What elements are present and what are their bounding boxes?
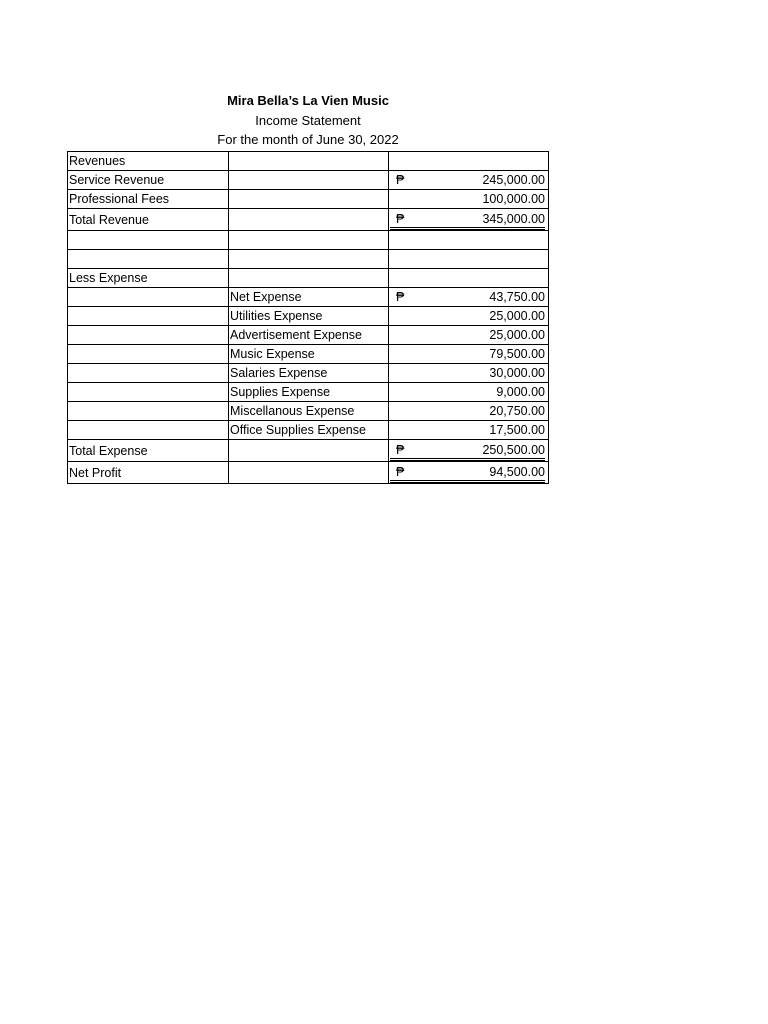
expense-label[interactable]: Utilities Expense [229,307,389,326]
expense-label[interactable]: Music Expense [229,345,389,364]
cell-empty[interactable] [68,326,229,345]
table-row [68,231,549,250]
expense-amount[interactable]: 79,500.00 [389,345,549,364]
table-row [68,402,549,421]
revenues-label[interactable]: Revenues [68,152,229,171]
cell-empty[interactable] [68,288,229,307]
expense-label[interactable]: Supplies Expense [229,383,389,402]
table-row [68,269,549,288]
company-name: Mira Bella’s La Vien Music [227,93,389,108]
total-revenue-amount: 345,000.00 [482,212,545,226]
cell-empty[interactable] [229,152,389,171]
peso-sign: ₱ [396,212,405,226]
total-revenue-amount-cell[interactable] [389,209,549,231]
cell-empty[interactable] [229,462,389,484]
cell-empty[interactable] [229,190,389,209]
service-revenue-amount: 245,000.00 [482,173,545,187]
expense-amount[interactable]: 30,000.00 [389,364,549,383]
service-revenue-label[interactable]: Service Revenue [68,171,229,190]
cell-empty[interactable] [229,209,389,231]
cell-empty[interactable] [389,152,549,171]
total-revenue-label[interactable]: Total Revenue [68,209,229,231]
expense-amount[interactable]: 25,000.00 [389,307,549,326]
table-row [68,190,549,209]
cell-empty[interactable] [68,231,229,250]
cell-empty[interactable] [389,231,549,250]
peso-sign: ₱ [396,443,405,457]
expense-amount[interactable]: 9,000.00 [389,383,549,402]
table-row [68,307,549,326]
expense-label[interactable]: Miscellanous Expense [229,402,389,421]
peso-sign: ₱ [396,173,405,187]
expense-amount[interactable]: 17,500.00 [389,421,549,440]
cell-empty[interactable] [68,307,229,326]
table-row [68,462,549,484]
cell-empty[interactable] [229,250,389,269]
cell-empty[interactable] [229,231,389,250]
table-row [68,152,549,171]
cell-empty[interactable] [68,402,229,421]
table-row [68,250,549,269]
net-profit-amount: 94,500.00 [489,465,545,479]
statement-title: Income Statement [255,113,361,128]
cell-empty[interactable] [389,269,549,288]
expense-amount[interactable]: 20,750.00 [389,402,549,421]
table-row [68,288,549,307]
cell-empty[interactable] [68,364,229,383]
table-row [68,440,549,462]
professional-fees-amount[interactable]: 100,000.00 [389,190,549,209]
total-expense-label[interactable]: Total Expense [68,440,229,462]
statement-period: For the month of June 30, 2022 [217,132,399,147]
expense-amount: 43,750.00 [489,290,545,304]
expense-amount[interactable]: 25,000.00 [389,326,549,345]
expense-label[interactable]: Net Expense [229,288,389,307]
expense-amount-cell[interactable] [389,288,549,307]
table-row [68,209,549,231]
net-profit-amount-cell[interactable] [389,462,549,484]
expense-label[interactable]: Salaries Expense [229,364,389,383]
cell-empty[interactable] [229,171,389,190]
less-expense-label[interactable]: Less Expense [68,269,229,288]
cell-empty[interactable] [229,440,389,462]
cell-empty[interactable] [68,250,229,269]
cell-empty[interactable] [68,383,229,402]
peso-sign: ₱ [396,465,405,479]
table-row [68,364,549,383]
cell-empty[interactable] [229,269,389,288]
cell-empty[interactable] [68,345,229,364]
service-revenue-amount-cell[interactable] [389,171,549,190]
table-row [68,171,549,190]
total-expense-amount-cell[interactable] [389,440,549,462]
expense-label[interactable]: Advertisement Expense [229,326,389,345]
professional-fees-label[interactable]: Professional Fees [68,190,229,209]
table-row [68,421,549,440]
cell-empty[interactable] [68,421,229,440]
income-statement-table [67,151,549,484]
cell-empty[interactable] [389,250,549,269]
table-row [68,345,549,364]
total-expense-amount: 250,500.00 [482,443,545,457]
peso-sign: ₱ [396,290,405,304]
table-row [68,383,549,402]
expense-label[interactable]: Office Supplies Expense [229,421,389,440]
table-row [68,326,549,345]
net-profit-label[interactable]: Net Profit [68,462,229,484]
